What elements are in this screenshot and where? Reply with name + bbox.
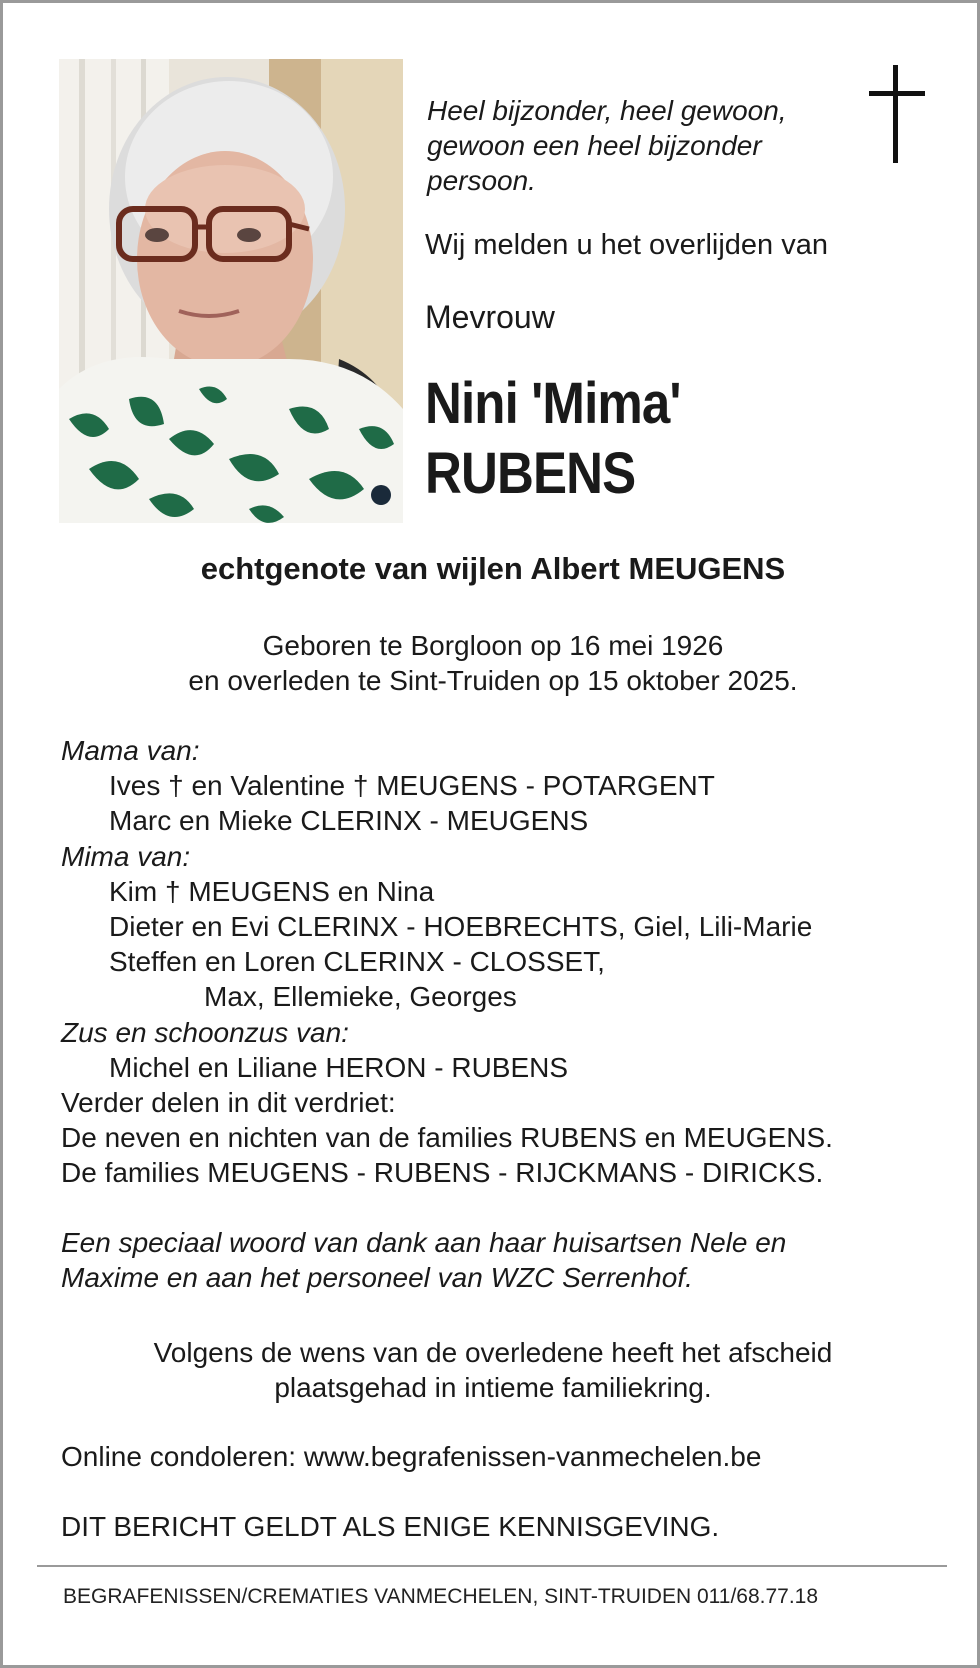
wish-line: Volgens de wens van de overledene heeft het afscheid: [153, 1337, 833, 1368]
poem-line: Heel bijzonder, heel gewoon,: [427, 95, 787, 126]
deceased-first-name: Nini 'Mima': [425, 371, 681, 436]
cross-icon: [869, 65, 925, 163]
spouse-line: echtgenote van wijlen Albert MEUGENS: [200, 551, 786, 586]
footer-divider: [37, 1565, 947, 1567]
funeral-home-footer: BEGRAFENISSEN/CREMATIES VANMECHELEN, SINT-TRUIDEN 011/68.77.18: [63, 1585, 819, 1608]
family-relation-heading: Mama van:: [61, 735, 200, 766]
online-condolence: [61, 1441, 761, 1473]
deceased-last-name: RUBENS: [425, 441, 636, 506]
honorific-title: Mevrouw: [425, 299, 555, 335]
family-member-line: Michel en Liliane HERON - RUBENS: [109, 1051, 569, 1083]
family-member-line: Verder delen in dit verdriet:: [61, 1086, 396, 1118]
online-condolence-label: Online condoleren:: [61, 1441, 297, 1472]
wish-line: plaatsgehad in intieme familiekring.: [274, 1372, 712, 1403]
family-member-line: Steffen en Loren CLERINX - CLOSSET,: [109, 946, 605, 978]
family-member-line: Dieter en Evi CLERINX - HOEBRECHTS, Giel, Lili-Marie: [109, 910, 813, 942]
birth-line: Geboren te Borgloon op 16 mei 1926: [262, 630, 724, 661]
family-relation-heading: Mima van:: [61, 840, 191, 872]
family-member-line: Kim † MEUGENS en Nina: [109, 875, 435, 907]
thanks-line: Een speciaal woord van dank aan haar huisartsen Nele en: [61, 1227, 787, 1258]
poem-quote: [427, 93, 787, 198]
thanks-line: Maxime en aan het personeel van WZC Serrenhof.: [61, 1262, 693, 1293]
family-member-line: Max, Ellemieke, Georges: [204, 981, 517, 1013]
family-relation-heading: Zus en schoonzus van:: [61, 1016, 349, 1048]
online-condolence-link[interactable]: www.begrafenissen-vanmechelen.be: [303, 1441, 762, 1472]
poem-line: gewoon een heel bijzonder: [427, 130, 762, 161]
death-line: en overleden te Sint-Truiden op 15 oktober 2025.: [188, 665, 798, 696]
family-member-line: Marc en Mieke CLERINX - MEUGENS: [109, 805, 589, 837]
deceased-name: [425, 369, 681, 509]
family-member-line: De neven en nichten van de families RUBENS en MEUGENS.: [61, 1122, 833, 1154]
farewell-wish: [3, 1335, 980, 1405]
family-member-line: Ives † en Valentine † MEUGENS - POTARGENT: [109, 770, 715, 802]
poem-line: persoon.: [427, 165, 536, 196]
announcement-intro: Wij melden u het overlijden van: [425, 229, 828, 261]
official-notice: DIT BERICHT GELDT ALS ENIGE KENNISGEVING.: [61, 1511, 720, 1542]
thanks-note: [61, 1225, 786, 1295]
family-member-line: De families MEUGENS - RUBENS - RIJCKMANS - DIRICKS.: [61, 1157, 824, 1189]
birth-death-dates: [3, 628, 980, 698]
family-list: [61, 733, 833, 1190]
portrait-photo-icon: [59, 59, 403, 523]
